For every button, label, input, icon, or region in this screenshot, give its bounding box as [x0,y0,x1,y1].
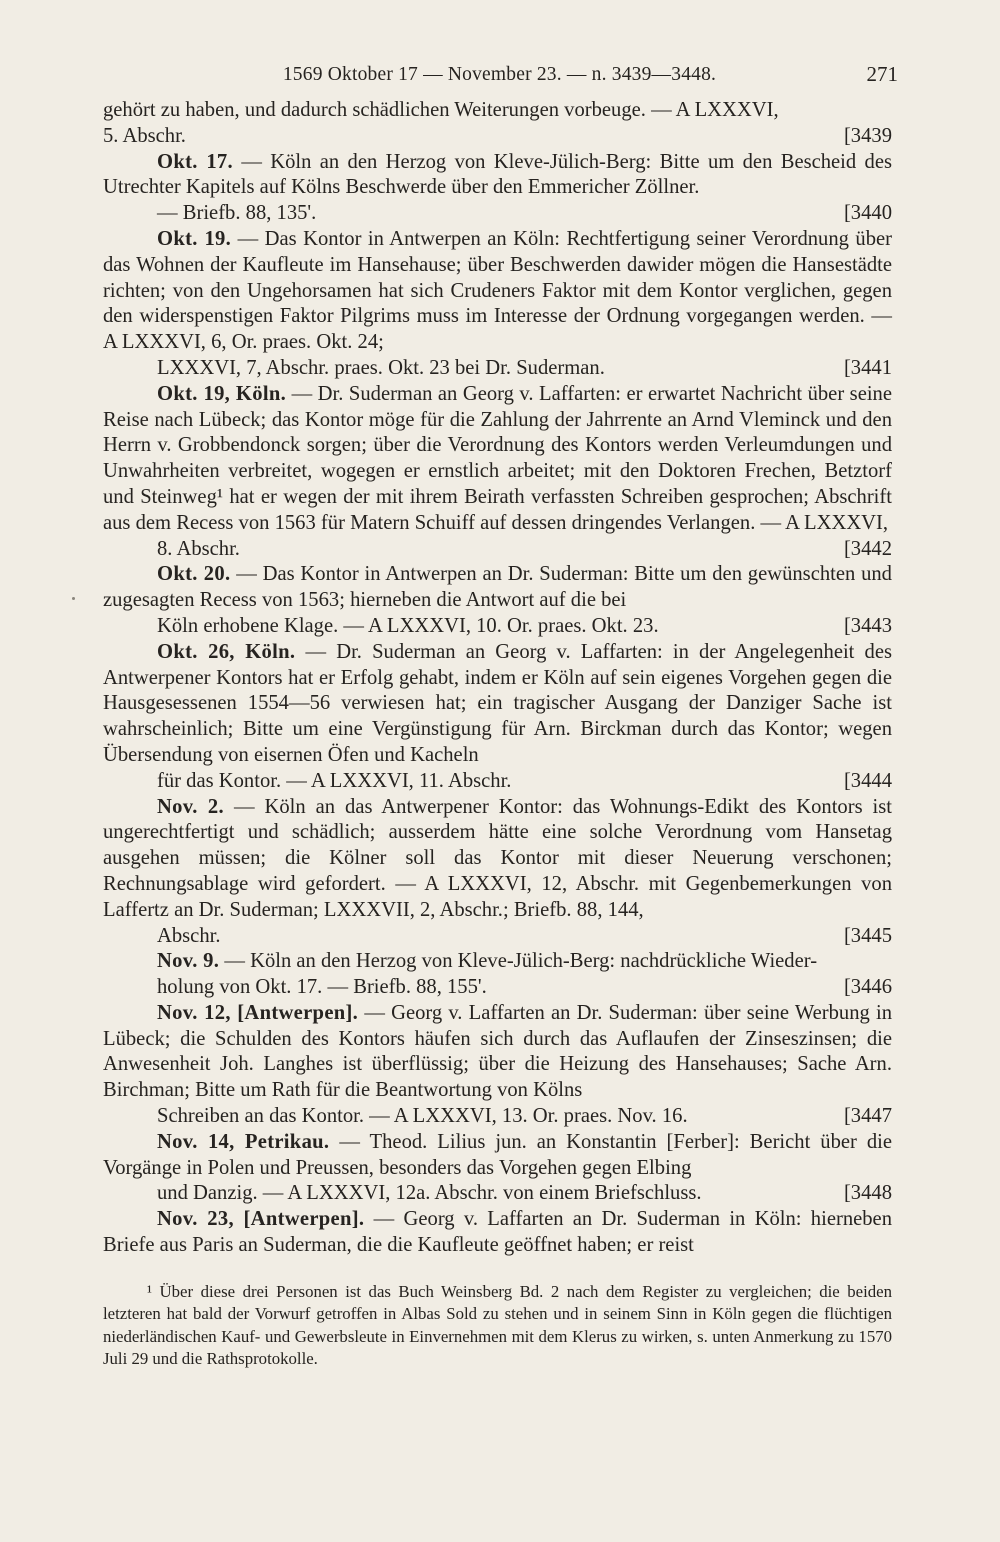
entry-last-line: 5. Abschr. [103,124,186,147]
page-number: 271 [866,62,898,86]
entry-body: — Das Kontor in Antwerpen an Dr. Suderman: Bitte um den gewünschten und zugesagten Recess von 1563; hierneben die Antwort auf die bei [103,563,892,612]
entry-number: [3447 [843,1105,892,1128]
entry-body: — Das Kontor in Antwerpen an Köln: Rechtfertigung seiner Verordnung über das Wohnen der Kaufleute im Hansehause; über Beschwerden dawider mögen die Hansestädte richten; von den Ungehorsamen hat sich Crudeners Faktor mit dem Kontor verglichen, gegen den widerspenstigen Faktor Pilgrims muss im Interesse der Ordnung vorgegangen werden. — A LXXXVI, 6, Or. praes. Okt. 24; [103,227,892,354]
register-entry [103,795,892,950]
entry-date: Okt. 19, Köln. [157,382,287,405]
page-header [103,62,898,98]
entry-body: — Georg v. Laffarten an Dr. Suderman in Köln: hierneben Briefe aus Paris an Suderman, die die Kaufleute geöffnet haben; er reist [103,1208,892,1257]
entry-last-line: holung von Okt. 17. — Briefb. 88, 155'. [157,976,487,999]
entry-date: Okt. 17. [157,150,233,173]
register-entries [103,98,892,1259]
register-entry [103,1130,892,1207]
entry-body: gehört zu haben, und dadurch schädlichen Weiterungen vorbeuge. — A LXXXVI, [103,99,779,121]
entry-number: [3446 [843,976,892,999]
entry-body: — Georg v. Laffarten an Dr. Suderman: über seine Werbung in Lübeck; die Schulden des Kontors häufen sich durch das Auflaufen der Zinseszinsen; die Anwesenheit Joh. Langhes ist überflüssig; über die Heizung des Hansehauses; Sache Arn. Birchman; Bitte um Rath für die Beantwortung von Kölns [103,1001,892,1102]
entry-last-line: und Danzig. — A LXXXVI, 12a. Abschr. von einem Briefschluss. [157,1182,702,1205]
running-title: 1569 Oktober 17 — November 23. — n. 3439—3448. [282,64,717,85]
entry-date: Okt. 26, Köln. [157,640,296,663]
entry-date: Nov. 12, [Antwerpen]. [157,1001,359,1024]
entry-last-line: LXXXVI, 7, Abschr. praes. Okt. 23 bei Dr. Suderman. [157,356,605,379]
entry-number: [3443 [843,614,892,637]
entry-last-line: Köln erhobene Klage. — A LXXXVI, 10. Or. praes. Okt. 23. [157,614,659,637]
register-entry [103,949,892,1001]
entry-date: Okt. 20. [157,563,231,586]
entry-last-line: für das Kontor. — A LXXXVI, 11. Abschr. [157,769,512,792]
entry-date: Okt. 19. [157,227,232,250]
entry-number: [3441 [843,356,892,379]
entry-date: Nov. 14, Petrikau. [157,1130,330,1153]
footnote-1: ¹ Über diese drei Personen ist das Buch Weinsberg Bd. 2 nach dem Register zu vergleichen; die beiden letzteren hat bald der Vorwurf getroffen in Albas Sold zu stehen und in seinem Sinn in Köln gegen die flüchtigen niederländischen Kauf- und Gewerbsleute in Einvernehmen mit dem Klerus zu wirken, s. unten Anmerkung zu 1570 Juli 29 und die Rathsprotokolle. [103,1281,892,1369]
register-entry [103,382,892,563]
entry-last-line: Schreiben an das Kontor. — A LXXXVI, 13. Or. praes. Nov. 16. [157,1105,688,1128]
entry-body: — Köln an das Antwerpener Kontor: das Wohnungs-Edikt des Kontors ist ungerechtfertigt und schädlich; ausserdem hätte eine solche Verordnung vom Hansetag ausgehen müssen; die Kölner soll das Kontor mit dieser Neuerung verschonen; Rechnungsablage wird gefordert. — A LXXXVI, 12, Abschr. mit Gegenbemerkungen von Laffertz an Dr. Suderman; LXXXVII, 2, Abschr.; Briefb. 88, 144, [103,795,893,921]
entry-number: [3445 [843,924,892,947]
entry-number: [3448 [843,1182,892,1205]
register-entry [103,562,892,639]
register-entry [103,1001,892,1130]
footnotes [103,1281,892,1371]
entry-number: [3440 [843,202,892,225]
register-entry [103,1207,892,1259]
entry-body: — Theod. Lilius jun. an Konstantin [Ferber]: Bericht über die Vorgänge in Polen und Preussen, besonders das Vorgehen gegen Elbing [103,1130,893,1179]
entry-last-line: 8. Abschr. [157,537,240,560]
entry-number: [3439 [843,124,892,147]
entry-body: — Köln an den Herzog von Kleve-Jülich-Berg: Bitte um den Bescheid des Utrechter Kapitels auf Kölns Beschwerde über den Emmericher Zöllner. [103,150,892,199]
register-entry [103,98,892,150]
register-entry [103,227,892,382]
entry-date: Nov. 9. [157,950,220,973]
register-entry [103,150,892,227]
paper-speck [72,597,75,600]
entry-number: [3442 [843,537,892,560]
entry-date: Nov. 2. [157,795,224,818]
entry-number: [3444 [843,769,892,792]
entry-body: — Dr. Suderman an Georg v. Laffarten: er erwartet Nachricht über seine Reise nach Lübeck; das Kontor möge für die Zahlung der Jahrrente an Arnd Vleminck und den Herrn v. Grobbendonck sorgen; über die Verordnung des Kontors werden Verleumdungen und Unwahrheiten verbreitet, wogegen er ernstlich arbeitet; mit den Doktoren Frechen, Betztorf und Steinweg¹ hat er wegen der mit ihrem Beirath verfassten Schreiben gesprochen; Abschrift aus dem Recess von 1563 für Matern Schuiff auf dessen dringendes Verlangen. — A LXXXVI, [103,382,892,534]
entry-body: — Köln an den Herzog von Kleve-Jülich-Berg: nachdrückliche Wieder- [224,950,818,973]
register-entry [103,640,892,795]
entry-date: Nov. 23, [Antwerpen]. [157,1208,365,1231]
entry-last-line: Abschr. [157,924,221,947]
entry-body: — Dr. Suderman an Georg v. Laffarten: in der Angelegenheit des Antwerpener Kontors hat er Erfolg gehabt, indem er Köln auf sein eigenes Vorgehen gegen die Hausgesessenen 1554—56 verwiesen hat; ein tragischer Ausgang der Danziger Sache ist wahrscheinlich; Bitte um eine Vergünstigung für Arn. Birckman durch das Kontor; wegen Übersendung von eisernen Öfen und Kacheln [103,640,892,766]
entry-last-line: — Briefb. 88, 135'. [157,202,317,225]
